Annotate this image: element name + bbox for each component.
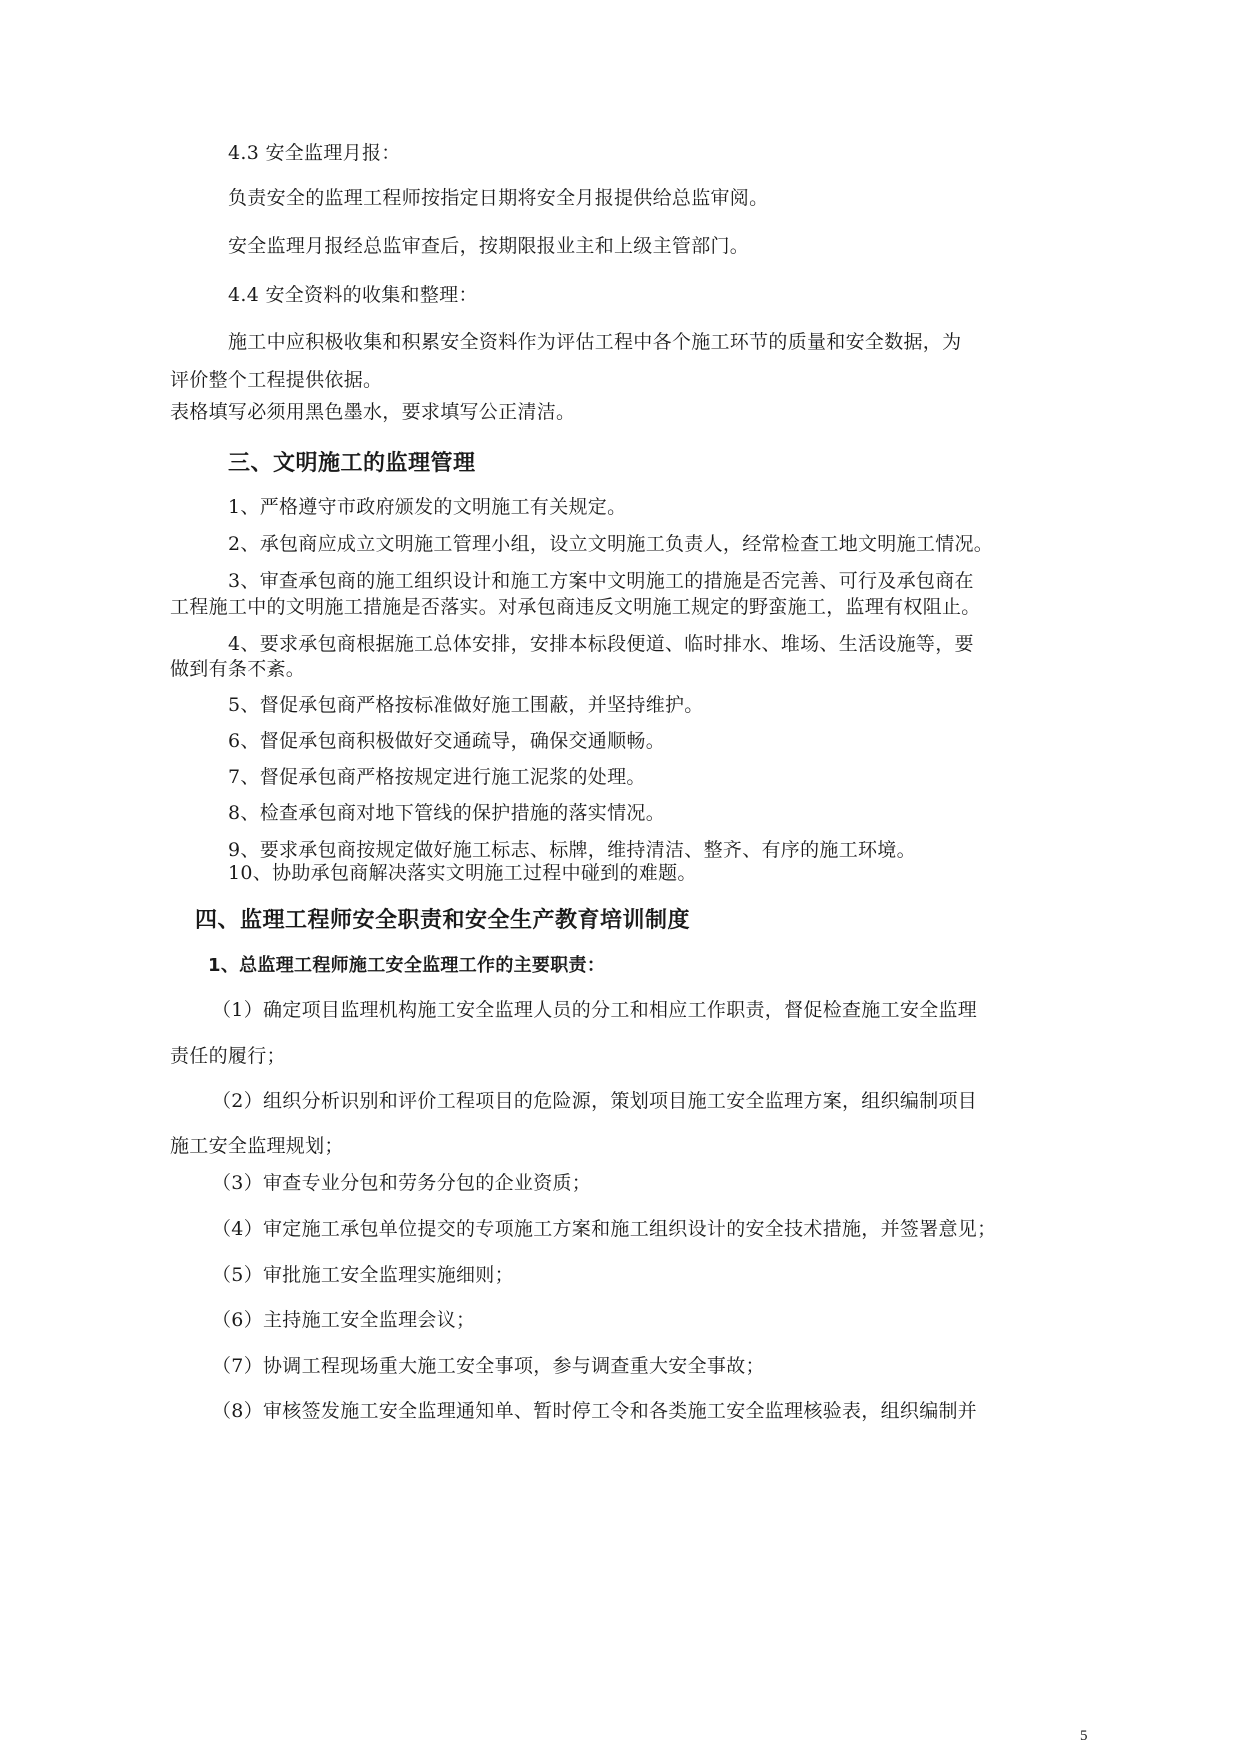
section-4-4-heading: 4.4 安全资料的收集和整理： bbox=[228, 284, 478, 306]
list-item: 7、督促承包商严格按规定进行施工泥浆的处理。 bbox=[228, 766, 646, 788]
list-item: 5、督促承包商严格按标准做好施工围蔽，并坚持维护。 bbox=[228, 694, 704, 716]
paragraph: 表格填写必须用黑色墨水，要求填写公正清洁。 bbox=[170, 401, 576, 423]
list-item: 3、审查承包商的施工组织设计和施工方案中文明施工的措施是否完善、可行及承包商在 bbox=[228, 570, 974, 592]
list-item: （3）审查专业分包和劳务分包的企业资质； bbox=[212, 1172, 592, 1194]
list-item: （5）审批施工安全监理实施细则； bbox=[212, 1264, 514, 1286]
list-item: 6、督促承包商积极做好交通疏导，确保交通顺畅。 bbox=[228, 730, 665, 752]
list-item: （7）协调工程现场重大施工安全事项，参与调查重大安全事故； bbox=[212, 1355, 765, 1377]
list-item-continuation: 施工安全监理规划； bbox=[170, 1135, 344, 1157]
list-item: 9、要求承包商按规定做好施工标志、标牌，维持清洁、整齐、有序的施工环境。 bbox=[228, 839, 916, 861]
list-item: 8、检查承包商对地下管线的保护措施的落实情况。 bbox=[228, 802, 665, 824]
section-4-3-heading: 4.3 安全监理月报： bbox=[228, 142, 401, 164]
list-item: （4）审定施工承包单位提交的专项施工方案和施工组织设计的安全技术措施，并签署意见； bbox=[212, 1218, 997, 1240]
list-item: （6）主持施工安全监理会议； bbox=[212, 1309, 476, 1331]
list-item-continuation: 责任的履行； bbox=[170, 1045, 286, 1067]
section-4-subtitle: 1、总监理工程师施工安全监理工作的主要职责： bbox=[208, 955, 606, 976]
page-number: 5 bbox=[1080, 1728, 1088, 1744]
list-item-continuation: 工程施工中的文明施工措施是否落实。对承包商违反文明施工规定的野蛮施工，监理有权阻止。 bbox=[170, 596, 981, 618]
list-item: 2、承包商应成立文明施工管理小组，设立文明施工负责人，经常检查工地文明施工情况。 bbox=[228, 533, 994, 555]
section-3-title: 三、文明施工的监理管理 bbox=[228, 451, 476, 476]
paragraph-line: 评价整个工程提供依据。 bbox=[170, 369, 383, 391]
section-4-title: 四、监理工程师安全职责和安全生产教育培训制度 bbox=[195, 908, 691, 933]
list-item: 10、协助承包商解决落实文明施工过程中碰到的难题。 bbox=[228, 862, 697, 884]
list-item: （1）确定项目监理机构施工安全监理人员的分工和相应工作职责，督促检查施工安全监理 bbox=[212, 999, 978, 1021]
paragraph: 安全监理月报经总监审查后，按期限报业主和上级主管部门。 bbox=[228, 235, 750, 257]
paragraph-line: 施工中应积极收集和积累安全资料作为评估工程中各个施工环节的质量和安全数据，为 bbox=[228, 331, 962, 353]
list-item: 4、要求承包商根据施工总体安排，安排本标段便道、临时排水、堆场、生活设施等，要 bbox=[228, 633, 974, 655]
paragraph: 负责安全的监理工程师按指定日期将安全月报提供给总监审阅。 bbox=[228, 187, 769, 209]
list-item: （2）组织分析识别和评价工程项目的危险源，策划项目施工安全监理方案，组织编制项目 bbox=[212, 1090, 978, 1112]
list-item: （8）审核签发施工安全监理通知单、暂时停工令和各类施工安全监理核验表，组织编制并 bbox=[212, 1400, 978, 1422]
list-item: 1、严格遵守市政府颁发的文明施工有关规定。 bbox=[228, 496, 627, 518]
list-item-continuation: 做到有条不紊。 bbox=[170, 658, 306, 680]
